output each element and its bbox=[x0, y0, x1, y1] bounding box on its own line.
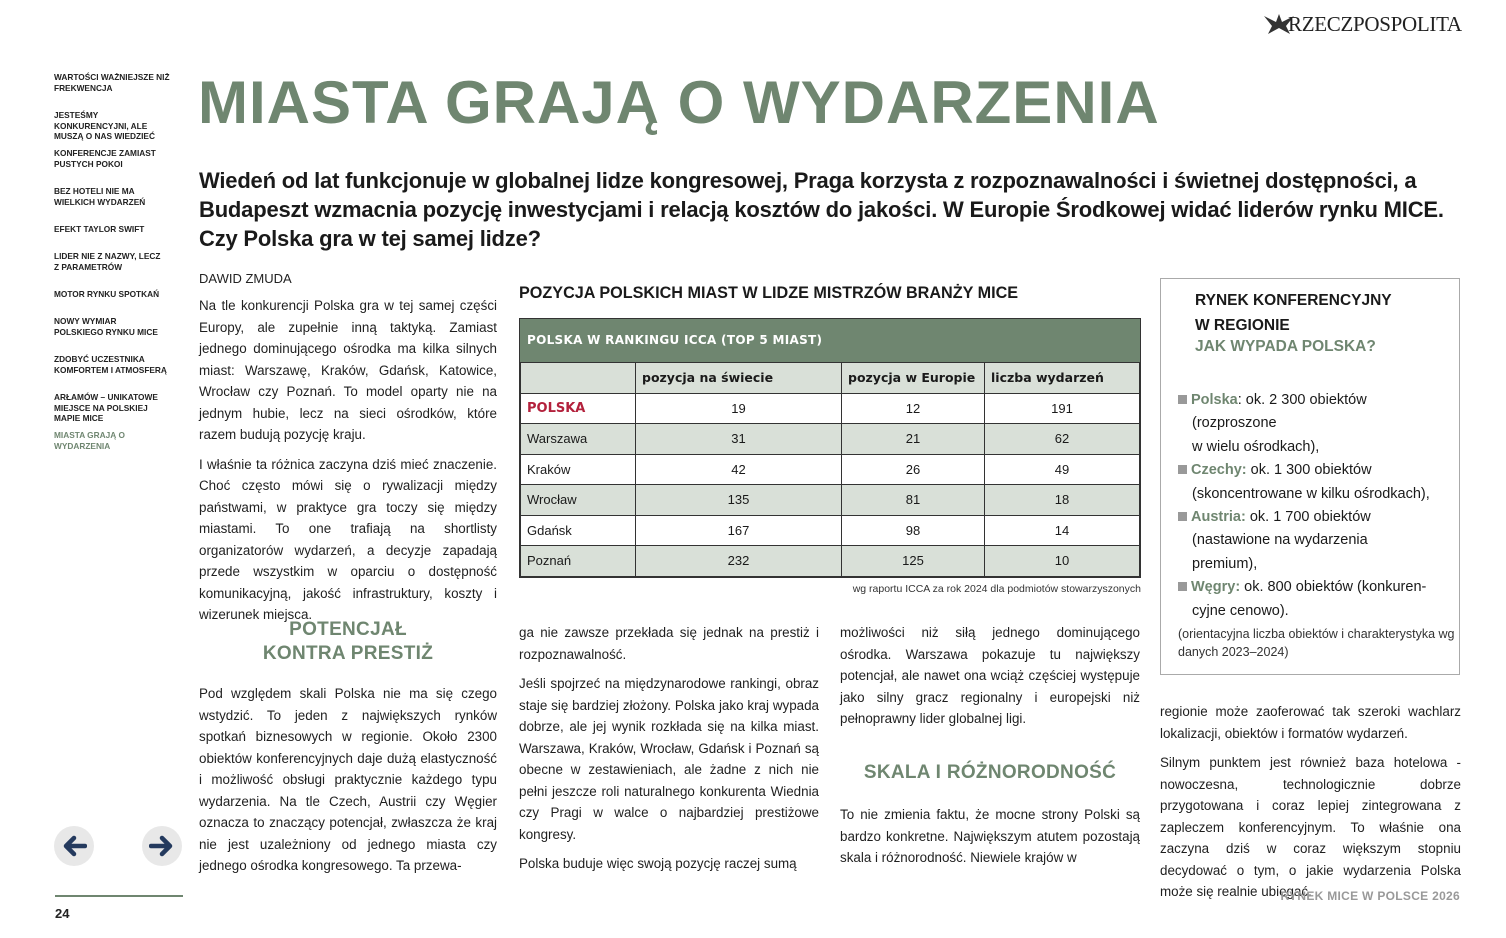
page-title: MIASTA GRAJĄ O WYDARZENIA bbox=[198, 69, 1160, 136]
article-column-1-continued bbox=[199, 683, 497, 885]
sidebar-item-miasta-active[interactable]: MIASTA GRAJĄ O WYDARZENIA bbox=[54, 430, 125, 451]
table-cell: 62 bbox=[985, 424, 1140, 455]
sidebar-item-konferencje[interactable]: KONFERENCJE ZAMIAST PUSTYCH POKOI bbox=[54, 148, 156, 169]
paragraph: To nie zmienia faktu, że mocne strony Polski są bardzo konkretne. Największym atutem pozostają skala i różnorodność. Niewiele krajów w bbox=[840, 807, 1140, 865]
footer-divider bbox=[55, 895, 183, 897]
article-column-3 bbox=[840, 622, 1140, 738]
bullet-square-icon bbox=[1178, 395, 1187, 404]
article-column-4 bbox=[1160, 701, 1461, 911]
country-label: Austria: bbox=[1191, 509, 1246, 526]
info-box-heading-line: W REGIONIE bbox=[1195, 317, 1290, 334]
subheading-line: POTENCJAŁ bbox=[289, 619, 407, 640]
info-box-heading bbox=[1195, 288, 1392, 338]
country-label: Czechy: bbox=[1191, 462, 1247, 479]
table-cell: 19 bbox=[636, 393, 842, 424]
table-cell: 21 bbox=[842, 424, 985, 455]
info-box-list bbox=[1178, 389, 1456, 623]
list-item bbox=[1178, 506, 1456, 529]
list-item bbox=[1178, 389, 1456, 412]
table-cell-city: POLSKA bbox=[521, 393, 636, 424]
table-cell-city: Gdańsk bbox=[521, 515, 636, 546]
country-label: Polska bbox=[1191, 392, 1238, 408]
table-title: POZYCJA POLSKICH MIAST W LIDZE MISTRZÓW BRANŻY MICE bbox=[519, 284, 1019, 302]
author-name: DAWID ZMUDA bbox=[199, 271, 292, 286]
paragraph: Na tle konkurencji Polska gra w tej samej części Europy, ale zupełnie inną taktyką. Zamiast jednego dominującego ośrodka ma kilka silnych miast: Warszawę, Kraków, Gdańsk, Katowice, Wrocław czy Poznań. To model oparty nie na jednym hubie, lecz na sieci ośrodków, które razem budują pozycję kraju. bbox=[199, 298, 497, 442]
logo-text: RZECZPOSPOLITA bbox=[1288, 11, 1462, 36]
info-box-heading-line: RYNEK KONFERENCYJNY bbox=[1195, 292, 1392, 309]
paragraph: Pod względem skali Polska nie ma się czego wstydzić. To jeden z największych rynków spotkań biznesowych w regionie. Około 2300 obiektów konferencyjnych daje dużą elastyczność i możliwość obsługi praktycznie każdego typu wydarzenia. Na tle Czech, Austrii czy Węgier oznacza to znaczący potencjał, zwłaszcza że kraj nie jest uzależniony od jednego miasta czy jednego ośrodka kongresowego. Ta przewa- bbox=[199, 686, 497, 873]
list-item-text: ok. 1 300 obiektów bbox=[1246, 462, 1372, 479]
prev-arrow-icon bbox=[61, 835, 87, 857]
table-cell: 167 bbox=[636, 515, 842, 546]
table-cell-city: Wrocław bbox=[521, 485, 636, 516]
table-cell: 12 bbox=[842, 393, 985, 424]
next-arrow-icon bbox=[149, 835, 175, 857]
table-cell: 135 bbox=[636, 485, 842, 516]
paragraph: możliwości niż siłą jednego dominującego ośrodka. Warszawa pokazuje tu największy potencjał, ale nawet ona wciąż częściej występuje jako silny gracz regionalny i europejski niż pełnoprawny lider globalnej ligi. bbox=[840, 625, 1140, 726]
table-cell: 10 bbox=[985, 546, 1140, 577]
bullet-square-icon bbox=[1178, 465, 1187, 474]
table-cell: 232 bbox=[636, 546, 842, 577]
article-column-2 bbox=[519, 622, 819, 883]
table-cell-city: Poznań bbox=[521, 546, 636, 577]
list-item bbox=[1178, 576, 1456, 599]
table-header: liczba wydarzeń bbox=[985, 363, 1140, 394]
article-lead: Wiedeń od lat funkcjonuje w globalnej lidze kongresowej, Praga korzysta z rozpoznawalności i świetnej dostępności, a Budapeszt wzmacnia pozycję inwestycjami i relacją kosztów do jakości. W Europie Środkowej widać liderów rynku MICE. Czy Polska gra w tej samej lidze? bbox=[199, 168, 1444, 251]
table-header-row bbox=[521, 363, 1140, 394]
list-item bbox=[1178, 459, 1456, 482]
paragraph: Jeśli spojrzeć na międzynarodowe rankingi, obraz staje się bardziej złożony. Polska jako kraj wypada dobrze, ale jej wynik rozkłada się na kilka miast. Warszawa, Kraków, Wrocław, Gdańsk i Poznań są obecne w zestawieniach, ale żadne z nich nie pełni jeszcze roli naturalnego konkurenta Wiednia czy Pragi w walce o najbardziej prestiżowe kongresy. bbox=[519, 676, 819, 842]
list-item-text: premium), bbox=[1192, 555, 1258, 572]
bullet-square-icon bbox=[1178, 512, 1187, 521]
table-header bbox=[521, 363, 636, 394]
ranking-table-grid bbox=[520, 362, 1140, 577]
subheading-line: KONTRA PRESTIŻ bbox=[262, 643, 434, 664]
bullet-square-icon bbox=[1178, 582, 1187, 591]
sidebar-item-taylor-swift[interactable]: EFEKT TAYLOR SWIFT bbox=[54, 224, 145, 234]
table-cell: 81 bbox=[842, 485, 985, 516]
table-cell: 191 bbox=[985, 393, 1140, 424]
prev-page-button[interactable] bbox=[54, 826, 94, 866]
table-cell-city: Warszawa bbox=[521, 424, 636, 455]
table-cell: 26 bbox=[842, 454, 985, 485]
table-cell: 98 bbox=[842, 515, 985, 546]
article-column-3-continued bbox=[840, 804, 1140, 877]
subheading-skala: SKALA I RÓŻNORODNOŚĆ bbox=[863, 762, 1117, 783]
table-row bbox=[521, 515, 1140, 546]
sidebar-item-motor[interactable]: MOTOR RYNKU SPOTKAŃ bbox=[54, 289, 160, 299]
table-row bbox=[521, 424, 1140, 455]
paragraph: I właśnie ta różnica zaczyna dziś mieć znaczenie. Choć często mówi się o rywalizacji między państwami, w praktyce gra toczy się między miastami. To one trafiają na shortlisty organizatorów wydarzeń, a decyzje zapadają przede wszystkim w oparciu o dostępność komunikacyjną, jakość infrastruktury, koszty i wizerunek miejsca. bbox=[199, 456, 497, 622]
sidebar-item-konkurencyjni[interactable]: JESTEŚMY KONKURENCYJNI, ALE MUSZĄ O NAS WIEDZIEĆ bbox=[54, 110, 155, 141]
table-row bbox=[521, 485, 1140, 516]
list-item-text: : ok. 2 300 obiektów bbox=[1237, 392, 1367, 408]
footer-publication: RYNEK MICE W POLSCE 2026 bbox=[1280, 889, 1460, 903]
sidebar-item-nowy-wymiar[interactable]: NOWY WYMIAR POLSKIEGO RYNKU MICE bbox=[54, 316, 158, 337]
paragraph: ga nie zawsze przekłada się jednak na prestiż i rozpoznawalność. bbox=[519, 625, 819, 662]
table-cell: 42 bbox=[636, 454, 842, 485]
list-item-text: (skoncentrowane w kilku ośrodkach), bbox=[1192, 485, 1430, 502]
list-item-text: cyjne cenowo). bbox=[1192, 602, 1289, 619]
paragraph: regionie może zaoferować tak szeroki wachlarz lokalizacji, obiektów i formatów wydarzeń. bbox=[1160, 704, 1461, 741]
table-cell: 14 bbox=[985, 515, 1140, 546]
table-row bbox=[521, 546, 1140, 577]
paragraph: Polska buduje więc swoją pozycję raczej sumą bbox=[519, 856, 797, 871]
subheading-potencjal bbox=[199, 618, 497, 666]
table-header: pozycja w Europie bbox=[842, 363, 985, 394]
publication-logo bbox=[1262, 8, 1462, 40]
info-box-subheading: JAK WYPADA POLSKA? bbox=[1195, 338, 1376, 355]
list-item-text: ok. 1 700 obiektów bbox=[1245, 509, 1371, 526]
page-number: 24 bbox=[55, 906, 70, 921]
country-label: Węgry: bbox=[1191, 579, 1241, 596]
table-cell: 31 bbox=[636, 424, 842, 455]
table-cell: 49 bbox=[985, 454, 1140, 485]
list-item-text: (nastawione na wydarzenia bbox=[1192, 532, 1368, 549]
next-page-button[interactable] bbox=[142, 826, 182, 866]
sidebar-item-wartosci[interactable]: WARTOŚCI WAŻNIEJSZE NIŻ FREKWENCJA bbox=[54, 72, 170, 93]
sidebar-item-hotele[interactable]: BEZ HOTELI NIE MA WIELKICH WYDARZEŃ bbox=[54, 186, 146, 207]
list-item-text: ok. 800 obiektów (konkuren- bbox=[1240, 579, 1427, 596]
table-source: wg raportu ICCA za rok 2024 dla podmiotów stowarzyszonych bbox=[852, 583, 1141, 595]
table-row bbox=[521, 393, 1140, 424]
info-box-note: (orientacyjna liczba obiektów i charakterystyka wg danych 2023–2024) bbox=[1178, 627, 1455, 659]
table-header: pozycja na świecie bbox=[636, 363, 842, 394]
sidebar-item-lider[interactable]: LIDER NIE Z NAZWY, LECZ Z PARAMETRÓW bbox=[54, 251, 161, 272]
list-item-text: w wielu ośrodkach), bbox=[1192, 438, 1320, 455]
table-caption: POLSKA W RANKINGU ICCA (TOP 5 MIAST) bbox=[520, 319, 1140, 362]
table-row bbox=[521, 454, 1140, 485]
table-cell: 18 bbox=[985, 485, 1140, 516]
table-cell: 125 bbox=[842, 546, 985, 577]
paragraph: Silnym punktem jest również baza hotelowa - nowoczesna, technologicznie dobrze przygotowana i coraz lepiej zintegrowana z zapleczem konferencyjnym. To właśnie ona zaczyna dziś w coraz większym stopniu decydować o tym, o jakie wydarzenia Polska może się realnie ubiegać. bbox=[1160, 755, 1461, 899]
sidebar-item-arlamow[interactable]: ARŁAMÓW – UNIKATOWE MIEJSCE NA POLSKIEJ MAPIE MICE bbox=[54, 392, 158, 423]
ranking-table bbox=[519, 318, 1141, 578]
list-item-text: (rozproszone bbox=[1192, 415, 1277, 432]
article-column-1 bbox=[199, 295, 497, 634]
sidebar-item-uczestnik[interactable]: ZDOBYĆ UCZESTNIKA KOMFORTEM I ATMOSFERĄ bbox=[54, 354, 167, 375]
table-cell-city: Kraków bbox=[521, 454, 636, 485]
